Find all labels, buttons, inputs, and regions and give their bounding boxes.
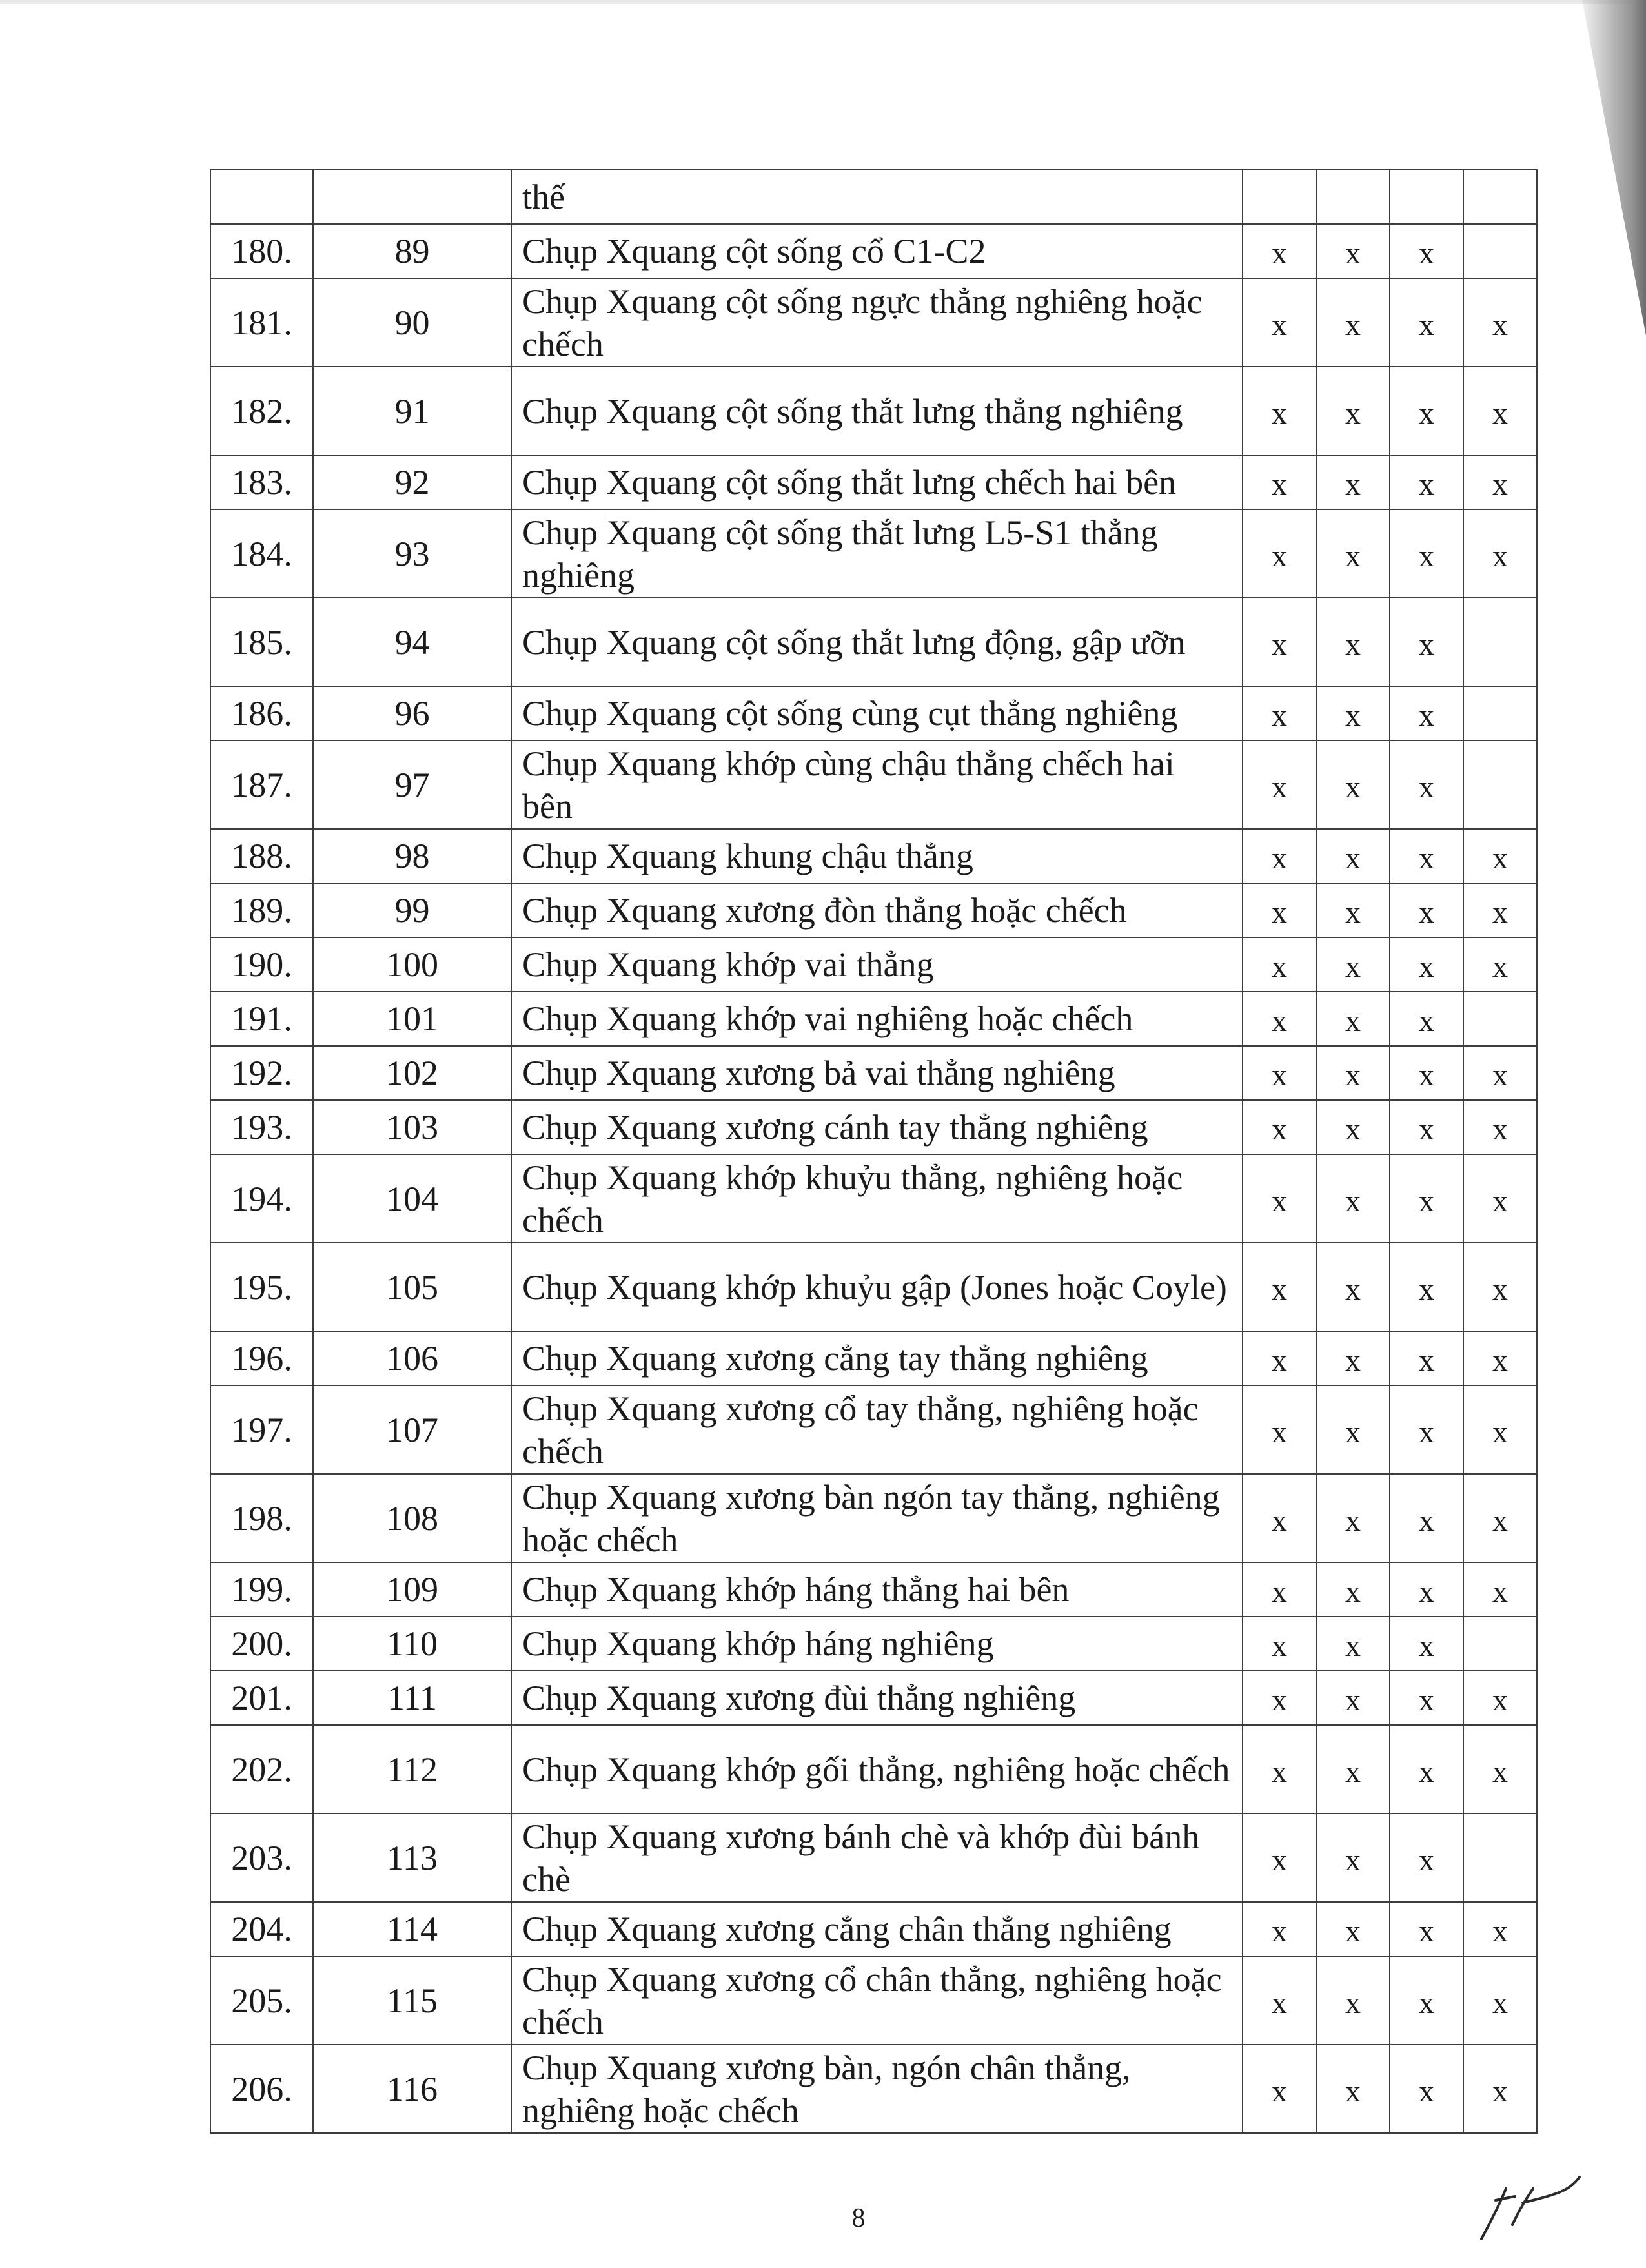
cell-check-3: x (1390, 937, 1463, 992)
cell-check-4: x (1463, 2045, 1537, 2133)
cell-check-2: x (1316, 1331, 1390, 1385)
cell-stt: 180. (210, 224, 313, 278)
cell-ten: Chụp Xquang xương cánh tay thẳng nghiêng (511, 1100, 1243, 1154)
table-row (210, 598, 1537, 686)
cell-ma: 101 (313, 992, 511, 1046)
cell-check-1: x (1243, 1902, 1316, 1956)
cell-ma: 108 (313, 1474, 511, 1562)
cell-check-4 (1463, 1813, 1537, 1902)
services-table (210, 169, 1538, 2134)
cell-check-2: x (1316, 1154, 1390, 1243)
table-row (210, 829, 1537, 883)
table-row (210, 1474, 1537, 1562)
cell-check-1: x (1243, 1385, 1316, 1474)
cell-check-1: x (1243, 278, 1316, 367)
cell-ma: 89 (313, 224, 511, 278)
cell-check-2: x (1316, 1671, 1390, 1725)
cell-check-1 (1243, 170, 1316, 224)
cell-ten: Chụp Xquang xương đòn thẳng hoặc chếch (511, 883, 1243, 937)
cell-check-2: x (1316, 1813, 1390, 1902)
cell-ma: 110 (313, 1617, 511, 1671)
cell-stt: 191. (210, 992, 313, 1046)
cell-check-2: x (1316, 741, 1390, 829)
table-row (210, 1725, 1537, 1813)
cell-ma: 94 (313, 598, 511, 686)
cell-check-2: x (1316, 1100, 1390, 1154)
cell-stt: 182. (210, 367, 313, 455)
table-row (210, 1154, 1537, 1243)
cell-ma: 103 (313, 1100, 511, 1154)
cell-check-4 (1463, 598, 1537, 686)
cell-ma: 91 (313, 367, 511, 455)
cell-check-1: x (1243, 741, 1316, 829)
cell-ten: Chụp Xquang cột sống thắt lưng L5-S1 thẳng nghiêng (511, 509, 1243, 598)
cell-ma: 105 (313, 1243, 511, 1331)
cell-check-3: x (1390, 1902, 1463, 1956)
cell-stt: 206. (210, 2045, 313, 2133)
cell-stt: 193. (210, 1100, 313, 1154)
table-row (210, 1331, 1537, 1385)
cell-check-1: x (1243, 1956, 1316, 2045)
cell-check-3: x (1390, 1154, 1463, 1243)
cell-check-3: x (1390, 992, 1463, 1046)
cell-check-1: x (1243, 1100, 1316, 1154)
cell-stt: 195. (210, 1243, 313, 1331)
cell-check-3: x (1390, 883, 1463, 937)
cell-ten: Chụp Xquang xương bánh chè và khớp đùi bánh chè (511, 1813, 1243, 1902)
cell-ten: Chụp Xquang khớp vai nghiêng hoặc chếch (511, 992, 1243, 1046)
cell-stt: 200. (210, 1617, 313, 1671)
cell-ma: 97 (313, 741, 511, 829)
cell-stt: 188. (210, 829, 313, 883)
cell-ten: Chụp Xquang xương cẳng tay thẳng nghiêng (511, 1331, 1243, 1385)
cell-check-3: x (1390, 1617, 1463, 1671)
cell-ma: 100 (313, 937, 511, 992)
cell-check-2: x (1316, 1956, 1390, 2045)
cell-check-1: x (1243, 1331, 1316, 1385)
cell-check-3: x (1390, 1046, 1463, 1100)
cell-check-2: x (1316, 224, 1390, 278)
table-row (210, 224, 1537, 278)
cell-check-2: x (1316, 883, 1390, 937)
cell-check-1: x (1243, 1671, 1316, 1725)
cell-ma: 104 (313, 1154, 511, 1243)
cell-check-4: x (1463, 1154, 1537, 1243)
cell-check-4: x (1463, 1385, 1537, 1474)
cell-check-2: x (1316, 1617, 1390, 1671)
cell-stt: 184. (210, 509, 313, 598)
cell-ten: Chụp Xquang khung chậu thẳng (511, 829, 1243, 883)
cell-stt: 204. (210, 1902, 313, 1956)
cell-ma: 92 (313, 455, 511, 509)
cell-stt: 202. (210, 1725, 313, 1813)
cell-check-2: x (1316, 1385, 1390, 1474)
cell-check-3: x (1390, 278, 1463, 367)
cell-ten: thế (511, 170, 1243, 224)
cell-check-1: x (1243, 992, 1316, 1046)
cell-ma: 109 (313, 1562, 511, 1617)
table-row (210, 1813, 1537, 1902)
cell-ma: 115 (313, 1956, 511, 2045)
cell-check-1: x (1243, 883, 1316, 937)
cell-check-3: x (1390, 2045, 1463, 2133)
cell-check-3: x (1390, 598, 1463, 686)
cell-check-3: x (1390, 1956, 1463, 2045)
cell-check-3: x (1390, 509, 1463, 598)
cell-ma: 112 (313, 1725, 511, 1813)
cell-ten: Chụp Xquang khớp khuỷu thẳng, nghiêng hoặc chếch (511, 1154, 1243, 1243)
table-body (210, 170, 1537, 2133)
cell-check-3: x (1390, 1243, 1463, 1331)
cell-ten: Chụp Xquang cột sống cùng cụt thẳng nghiêng (511, 686, 1243, 741)
table-row (210, 455, 1537, 509)
cell-check-1: x (1243, 2045, 1316, 2133)
cell-ten: Chụp Xquang cột sống thắt lưng chếch hai bên (511, 455, 1243, 509)
table-row (210, 1902, 1537, 1956)
table-row (210, 1671, 1537, 1725)
cell-check-1: x (1243, 1617, 1316, 1671)
cell-check-4 (1463, 170, 1537, 224)
page-number: 8 (851, 2203, 866, 2233)
cell-check-3: x (1390, 1813, 1463, 1902)
cell-check-4: x (1463, 278, 1537, 367)
cell-ten: Chụp Xquang xương bả vai thẳng nghiêng (511, 1046, 1243, 1100)
cell-stt: 186. (210, 686, 313, 741)
table-row (210, 992, 1537, 1046)
cell-check-3: x (1390, 1474, 1463, 1562)
cell-ma: 107 (313, 1385, 511, 1474)
cell-check-1: x (1243, 1725, 1316, 1813)
cell-check-4: x (1463, 1725, 1537, 1813)
cell-ten: Chụp Xquang cột sống thắt lưng thẳng nghiêng (511, 367, 1243, 455)
cell-stt: 187. (210, 741, 313, 829)
scan-edge-line (0, 0, 1646, 4)
cell-stt: 190. (210, 937, 313, 992)
scan-shadow (1575, 0, 1646, 336)
table-row (210, 509, 1537, 598)
cell-check-2: x (1316, 1562, 1390, 1617)
cell-ma (313, 170, 511, 224)
table-row (210, 741, 1537, 829)
cell-check-3: x (1390, 686, 1463, 741)
cell-ten: Chụp Xquang cột sống ngực thẳng nghiêng hoặc chếch (511, 278, 1243, 367)
cell-check-1: x (1243, 455, 1316, 509)
cell-check-1: x (1243, 1474, 1316, 1562)
cell-check-1: x (1243, 224, 1316, 278)
table-row (210, 2045, 1537, 2133)
cell-stt: 205. (210, 1956, 313, 2045)
cell-ma: 114 (313, 1902, 511, 1956)
cell-check-1: x (1243, 1243, 1316, 1331)
cell-check-4: x (1463, 455, 1537, 509)
cell-stt (210, 170, 313, 224)
cell-stt: 183. (210, 455, 313, 509)
cell-ten: Chụp Xquang cột sống cổ C1-C2 (511, 224, 1243, 278)
table-row (210, 1385, 1537, 1474)
table-row (210, 1562, 1537, 1617)
table-row (210, 278, 1537, 367)
cell-stt: 199. (210, 1562, 313, 1617)
cell-ten: Chụp Xquang khớp gối thẳng, nghiêng hoặc chếch (511, 1725, 1243, 1813)
cell-check-4: x (1463, 829, 1537, 883)
cell-check-2: x (1316, 937, 1390, 992)
cell-ten: Chụp Xquang khớp háng thẳng hai bên (511, 1562, 1243, 1617)
cell-ten: Chụp Xquang xương cẳng chân thẳng nghiêng (511, 1902, 1243, 1956)
cell-check-1: x (1243, 367, 1316, 455)
cell-ten: Chụp Xquang xương bàn ngón tay thẳng, nghiêng hoặc chếch (511, 1474, 1243, 1562)
table-row (210, 686, 1537, 741)
cell-check-4: x (1463, 1474, 1537, 1562)
cell-check-2: x (1316, 1243, 1390, 1331)
cell-ten: Chụp Xquang khớp vai thẳng (511, 937, 1243, 992)
cell-stt: 203. (210, 1813, 313, 1902)
cell-check-2: x (1316, 1046, 1390, 1100)
table-row (210, 1617, 1537, 1671)
cell-ten: Chụp Xquang xương đùi thẳng nghiêng (511, 1671, 1243, 1725)
cell-check-4: x (1463, 1671, 1537, 1725)
cell-check-2: x (1316, 598, 1390, 686)
cell-check-1: x (1243, 937, 1316, 992)
cell-check-2: x (1316, 367, 1390, 455)
cell-check-4 (1463, 686, 1537, 741)
cell-stt: 198. (210, 1474, 313, 1562)
cell-ma: 96 (313, 686, 511, 741)
cell-check-4: x (1463, 1956, 1537, 2045)
signature-mark (1456, 2163, 1585, 2247)
cell-check-3: x (1390, 367, 1463, 455)
cell-ten: Chụp Xquang xương bàn, ngón chân thẳng, nghiêng hoặc chếch (511, 2045, 1243, 2133)
cell-check-2: x (1316, 1474, 1390, 1562)
cell-check-3: x (1390, 1100, 1463, 1154)
cell-check-3: x (1390, 1385, 1463, 1474)
cell-check-3: x (1390, 224, 1463, 278)
cell-ten: Chụp Xquang cột sống thắt lưng động, gập ưỡn (511, 598, 1243, 686)
cell-stt: 194. (210, 1154, 313, 1243)
table-row (210, 883, 1537, 937)
cell-check-2: x (1316, 2045, 1390, 2133)
cell-ma: 113 (313, 1813, 511, 1902)
cell-check-3: x (1390, 1562, 1463, 1617)
cell-check-1: x (1243, 686, 1316, 741)
cell-check-2: x (1316, 1725, 1390, 1813)
cell-stt: 189. (210, 883, 313, 937)
table-row (210, 937, 1537, 992)
cell-check-4: x (1463, 1562, 1537, 1617)
cell-check-3: x (1390, 455, 1463, 509)
cell-check-2: x (1316, 686, 1390, 741)
cell-check-1: x (1243, 1154, 1316, 1243)
cell-ma: 99 (313, 883, 511, 937)
cell-check-2: x (1316, 455, 1390, 509)
table-row (210, 1100, 1537, 1154)
cell-check-2 (1316, 170, 1390, 224)
cell-stt: 201. (210, 1671, 313, 1725)
cell-ten: Chụp Xquang khớp cùng chậu thẳng chếch hai bên (511, 741, 1243, 829)
cell-ma: 111 (313, 1671, 511, 1725)
cell-stt: 192. (210, 1046, 313, 1100)
cell-ten: Chụp Xquang xương cổ tay thẳng, nghiêng hoặc chếch (511, 1385, 1243, 1474)
cell-check-1: x (1243, 509, 1316, 598)
cell-check-3: x (1390, 741, 1463, 829)
cell-check-4: x (1463, 1046, 1537, 1100)
cell-check-2: x (1316, 1902, 1390, 1956)
cell-check-4: x (1463, 883, 1537, 937)
cell-ma: 102 (313, 1046, 511, 1100)
cell-check-4 (1463, 1617, 1537, 1671)
table-row (210, 1243, 1537, 1331)
cell-stt: 185. (210, 598, 313, 686)
cell-ma: 98 (313, 829, 511, 883)
cell-check-4 (1463, 224, 1537, 278)
table-row (210, 1956, 1537, 2045)
cell-stt: 197. (210, 1385, 313, 1474)
cell-check-2: x (1316, 509, 1390, 598)
cell-check-3: x (1390, 1671, 1463, 1725)
cell-check-1: x (1243, 598, 1316, 686)
cell-check-2: x (1316, 278, 1390, 367)
cell-check-1: x (1243, 1046, 1316, 1100)
cell-check-1: x (1243, 1813, 1316, 1902)
cell-check-4: x (1463, 509, 1537, 598)
cell-check-2: x (1316, 829, 1390, 883)
cell-check-3 (1390, 170, 1463, 224)
cell-check-4: x (1463, 367, 1537, 455)
cell-check-4 (1463, 741, 1537, 829)
table-row (210, 170, 1537, 224)
cell-ma: 93 (313, 509, 511, 598)
cell-stt: 196. (210, 1331, 313, 1385)
cell-ma: 90 (313, 278, 511, 367)
cell-check-1: x (1243, 1562, 1316, 1617)
cell-ten: Chụp Xquang khớp háng nghiêng (511, 1617, 1243, 1671)
cell-check-4 (1463, 992, 1537, 1046)
cell-check-3: x (1390, 1331, 1463, 1385)
table-row (210, 367, 1537, 455)
cell-ten: Chụp Xquang khớp khuỷu gập (Jones hoặc Coyle) (511, 1243, 1243, 1331)
cell-check-3: x (1390, 829, 1463, 883)
cell-check-4: x (1463, 1100, 1537, 1154)
cell-ma: 116 (313, 2045, 511, 2133)
cell-stt: 181. (210, 278, 313, 367)
cell-check-4: x (1463, 937, 1537, 992)
cell-ma: 106 (313, 1331, 511, 1385)
cell-check-4: x (1463, 1331, 1537, 1385)
cell-check-3: x (1390, 1725, 1463, 1813)
table-row (210, 1046, 1537, 1100)
cell-ten: Chụp Xquang xương cổ chân thẳng, nghiêng hoặc chếch (511, 1956, 1243, 2045)
cell-check-4: x (1463, 1902, 1537, 1956)
cell-check-1: x (1243, 829, 1316, 883)
cell-check-4: x (1463, 1243, 1537, 1331)
cell-check-2: x (1316, 992, 1390, 1046)
